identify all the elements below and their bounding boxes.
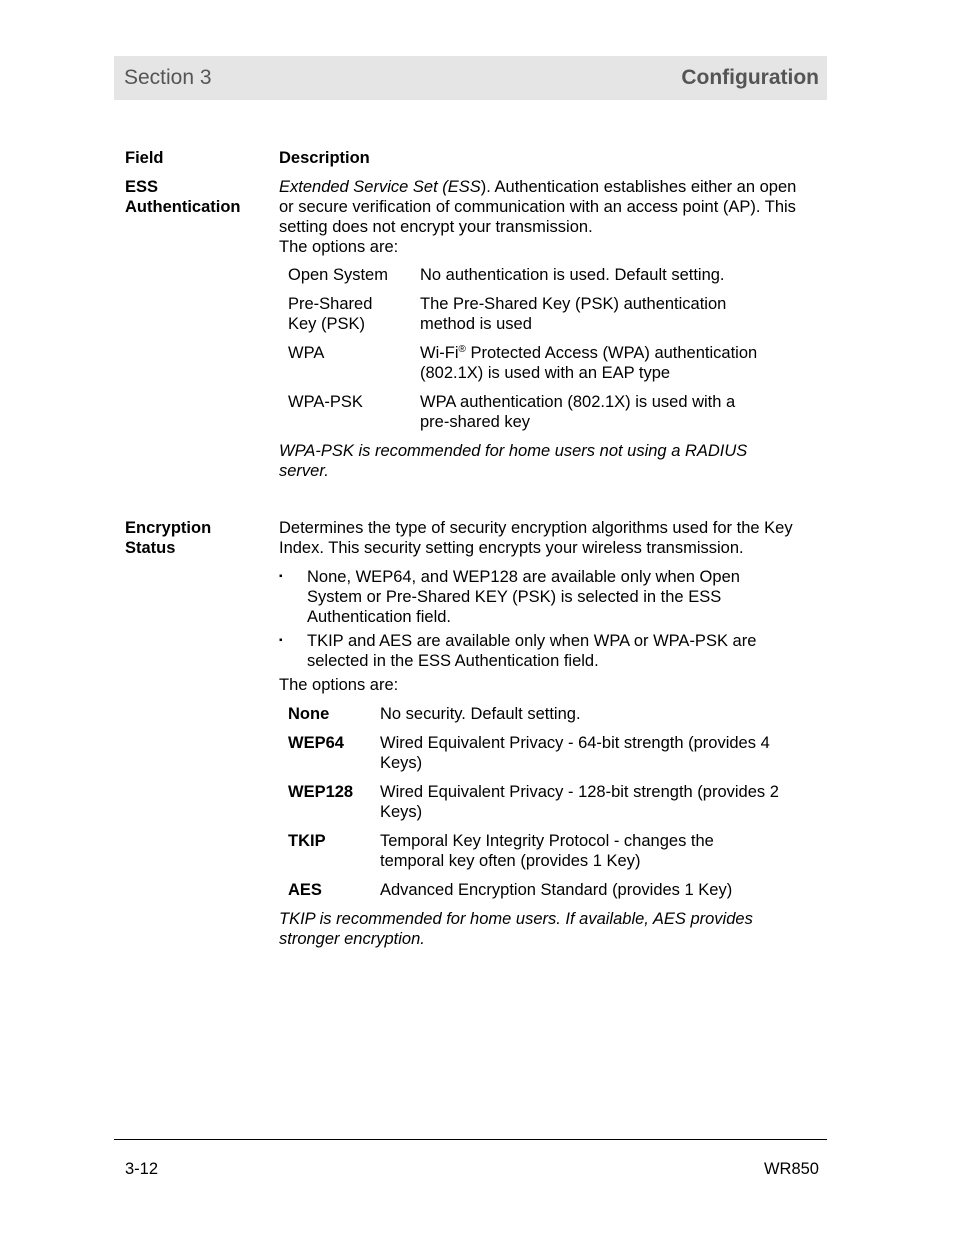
ess-note: WPA-PSK is recommended for home users not using a RADIUS server. [279, 442, 748, 480]
page-header [114, 56, 827, 100]
encryption-note: TKIP is recommended for home users. If available, AES provides stronger encryption. [279, 910, 753, 948]
encryption-option-name: AES [288, 881, 322, 899]
bullet-item: None, WEP64, and WEP128 are available only when Open System or Pre-Shared KEY (PSK) is selected in the ESS Authentication field. [307, 568, 740, 626]
ess-option-desc: The Pre-Shared Key (PSK) authentication method is used [420, 295, 727, 333]
ess-description: Extended Service Set (ESS). Authentication establishes either an open or secure verification of communication with an access point (AP). This setting does not encrypt your transmission. The options are: [279, 178, 797, 256]
encryption-options-intro: The options are: [279, 676, 399, 694]
ess-option-desc: Wi-Fi® Protected Access (WPA) authentication (802.1X) is used with an EAP type [420, 344, 758, 382]
footer-divider [114, 1139, 827, 1140]
encryption-option-name: WEP128 [288, 783, 354, 801]
section-label: Section 3 [124, 66, 212, 89]
ess-option-desc: No authentication is used. Default setting. [420, 266, 725, 284]
encryption-option-desc: Advanced Encryption Standard (provides 1 Key) [380, 881, 733, 899]
ess-option-name: WPA [288, 344, 325, 362]
ess-option-name: Open System [288, 266, 388, 284]
bullet-item: TKIP and AES are available only when WPA or WPA-PSK are selected in the ESS Authentication field. [307, 632, 757, 670]
encryption-option-name: TKIP [288, 832, 326, 850]
encryption-option-name: None [288, 705, 330, 723]
description-column-header: Description [279, 149, 370, 167]
bullet-marker: ▪ [279, 571, 283, 582]
field-column-header: Field [125, 149, 164, 167]
ess-option-name: Pre-Shared Key (PSK) [288, 295, 373, 333]
encryption-field-label: Encryption Status [125, 519, 212, 557]
encryption-option-desc: Wired Equivalent Privacy - 64-bit strength (provides 4 Keys) [380, 734, 770, 772]
encryption-option-name: WEP64 [288, 734, 344, 752]
ess-field-label: ESS Authentication [125, 178, 241, 216]
ess-option-desc: WPA authentication (802.1X) is used with a pre-shared key [420, 393, 736, 431]
encryption-option-desc: Temporal Key Integrity Protocol - changes the temporal key often (provides 1 Key) [380, 832, 714, 870]
ess-option-name: WPA-PSK [288, 393, 363, 411]
chapter-title: Configuration [681, 66, 819, 89]
product-model: WR850 [763, 1160, 819, 1178]
encryption-description: Determines the type of security encryption algorithms used for the Key Index. This security setting encrypts your wireless transmission. [279, 519, 793, 557]
bullet-marker: ▪ [279, 635, 283, 646]
encryption-option-desc: Wired Equivalent Privacy - 128-bit strength (provides 2 Keys) [380, 783, 779, 821]
page-number: 3-12 [125, 1160, 159, 1178]
encryption-option-desc: No security. Default setting. [380, 705, 581, 723]
